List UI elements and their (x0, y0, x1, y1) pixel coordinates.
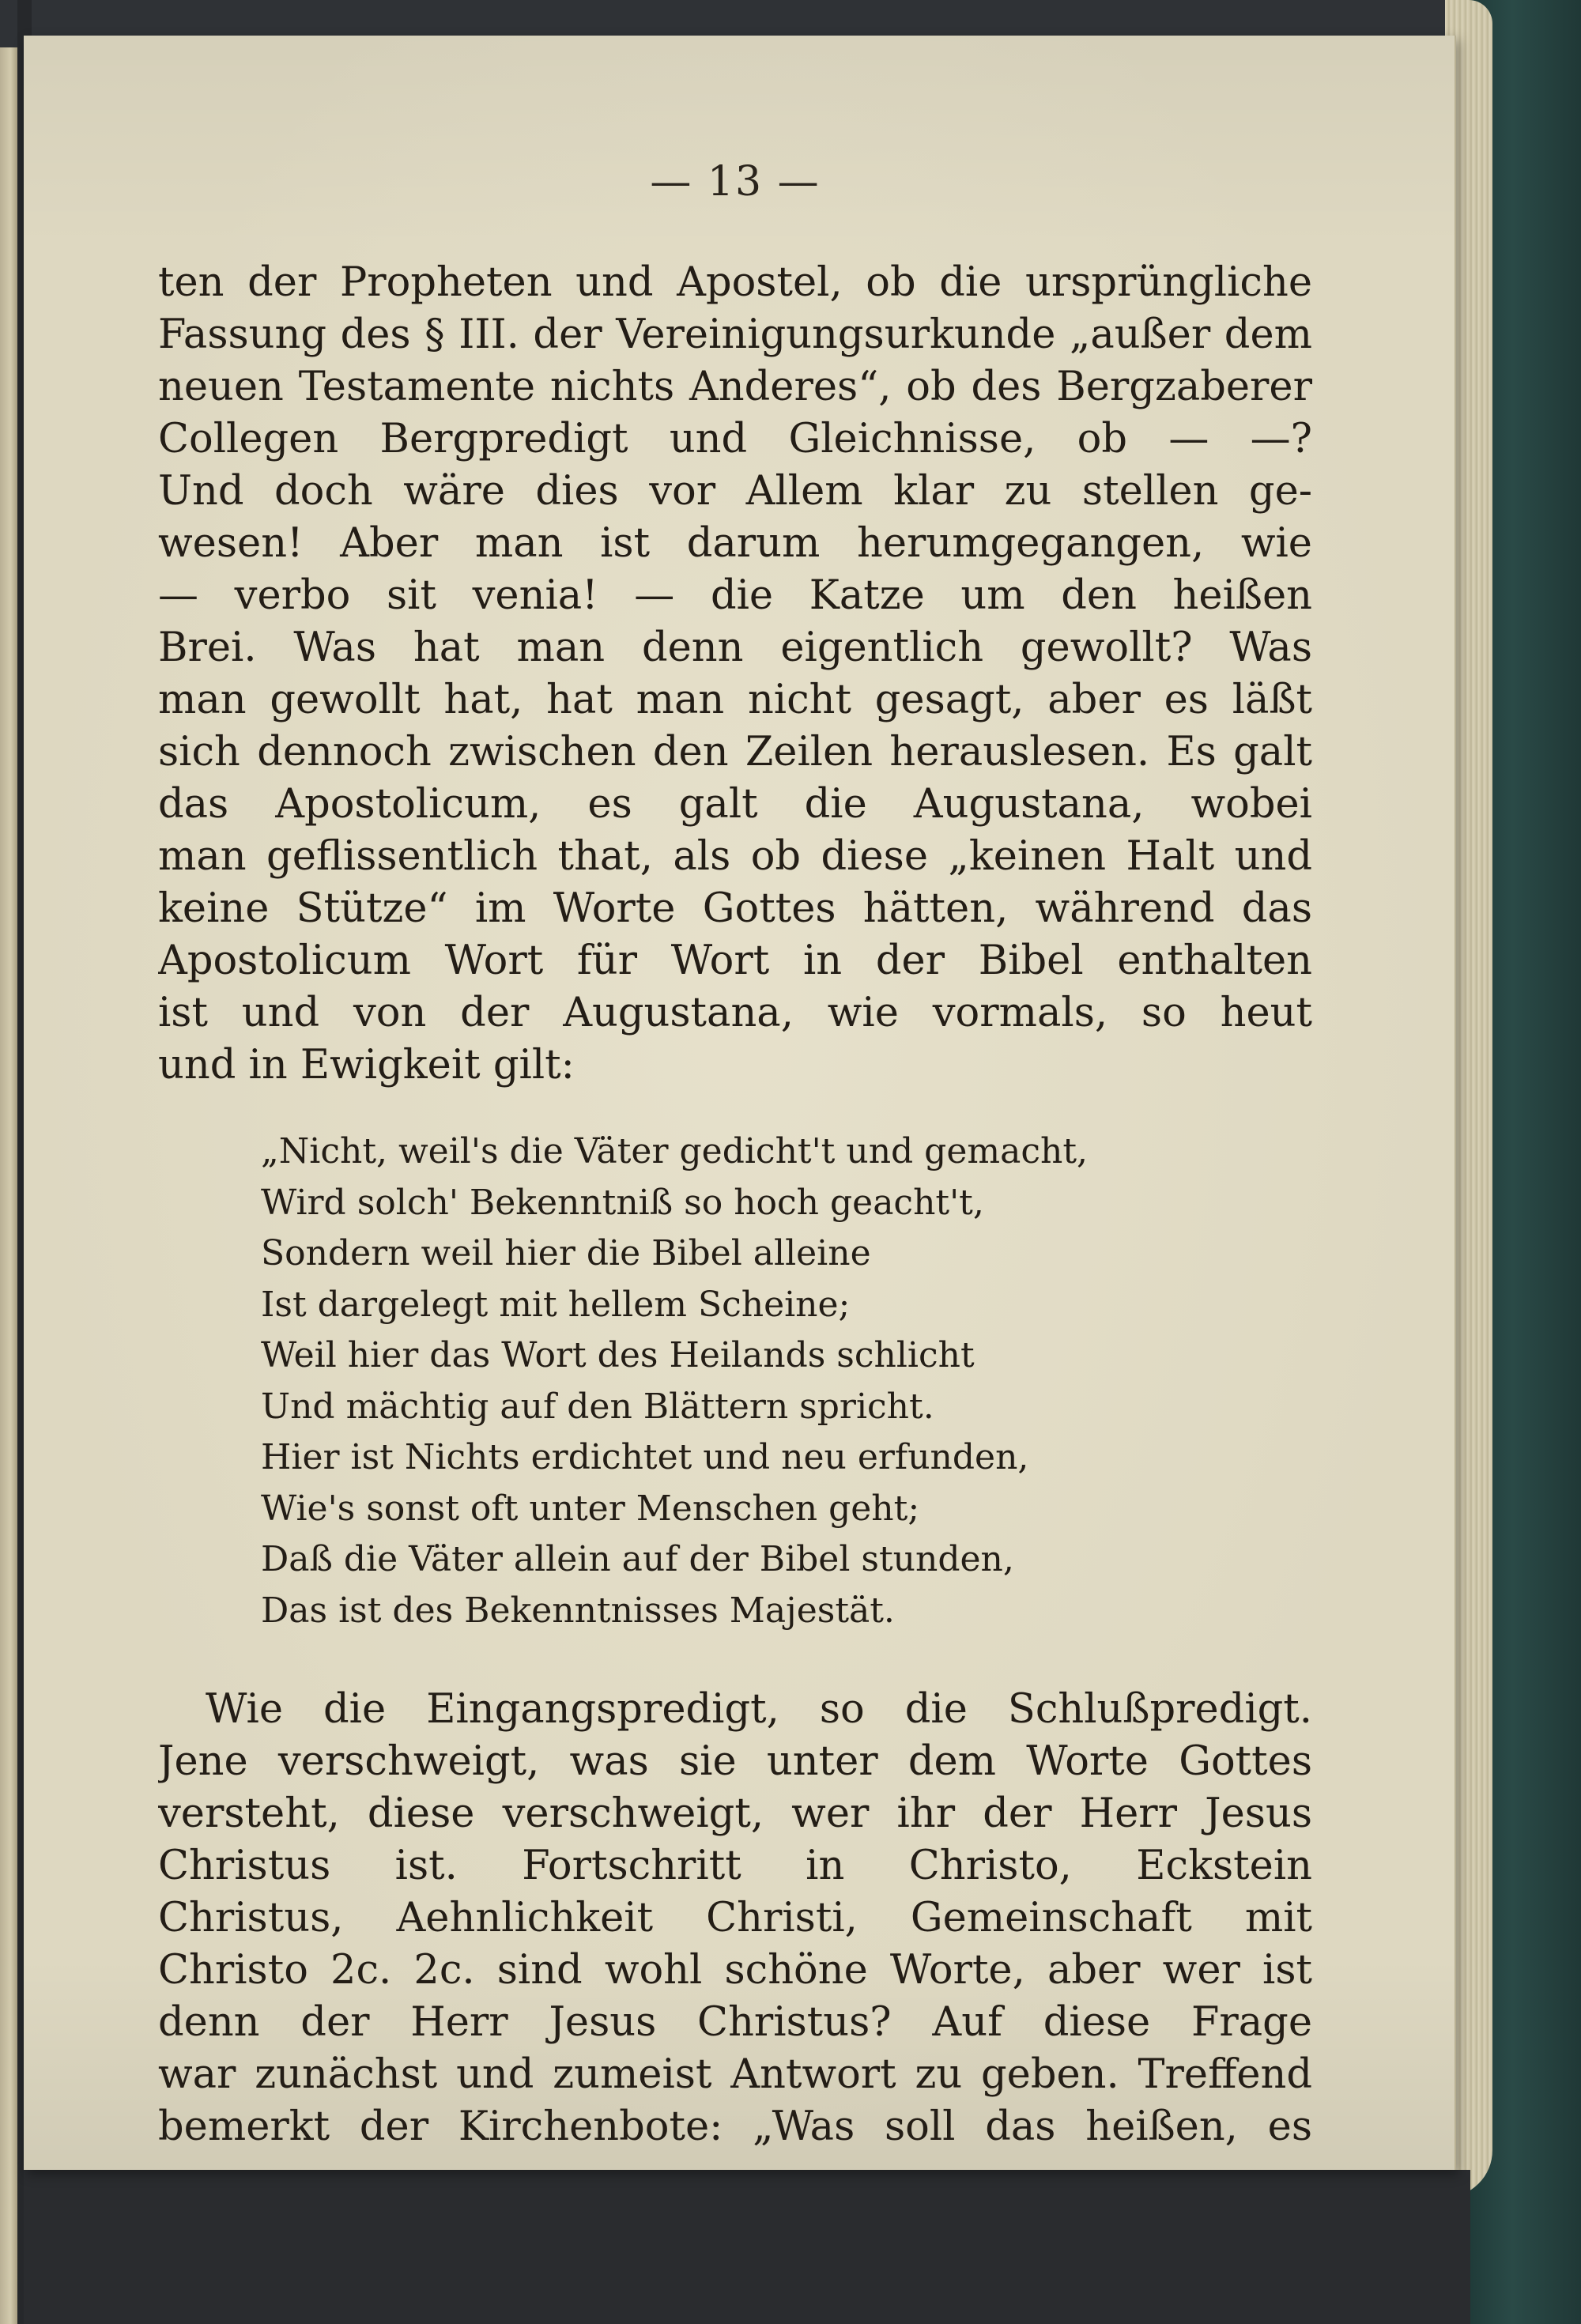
paragraph1-line: Und doch wäre dies vor Allem klar zu stellen ge- (158, 468, 1312, 515)
verse-line: Wie's sonst oft unter Menschen geht; (261, 1488, 920, 1529)
verse-line: Ist dargelegt mit hellem Scheine; (261, 1284, 851, 1325)
paragraph2-line: versteht, diese verschweigt, wer ihr der Herr Jesus (158, 1790, 1312, 1837)
verse-quotation (261, 1126, 1304, 1636)
paragraph2-line: Christo 2c. 2c. sind wohl schöne Worte, aber wer ist (158, 1947, 1312, 1994)
bottom-background (24, 2170, 1470, 2324)
book-page (24, 36, 1456, 2170)
paragraph2-line: Christus, Aehnlichkeit Christi, Gemeinschaft mit (158, 1895, 1312, 1941)
paragraph1-line: keine Stütze“ im Worte Gottes hätten, während das (158, 885, 1312, 932)
paragraph1-line: ist und von der Augustana, wie vormals, so heut (158, 990, 1312, 1036)
paragraph1-line: man gewollt hat, hat man nicht gesagt, aber es läßt (158, 677, 1312, 723)
paragraph1-line: ten der Propheten und Apostel, ob die ursprüngliche (158, 259, 1312, 306)
paragraph-1 (158, 257, 1312, 1092)
paragraph2-line: war zunächst und zumeist Antwort zu geben. Treffend (158, 2051, 1312, 2098)
left-page-edge (0, 47, 17, 2324)
paragraph2-line: denn der Herr Jesus Christus? Auf diese Frage (158, 1999, 1312, 2046)
verse-line: Sondern weil hier die Bibel alleine (261, 1233, 871, 1273)
paragraph1-line: Apostolicum Wort für Wort in der Bibel enthalten (158, 938, 1312, 984)
verse-line: Wird solch' Bekenntniß so hoch geacht't, (261, 1182, 984, 1223)
verse-line: Und mächtig auf den Blättern spricht. (261, 1386, 934, 1427)
paragraph1-line: neuen Testamente nichts Anderes“, ob des Bergzaberer (158, 364, 1312, 410)
paragraph2-line: Wie die Eingangspredigt, so die Schlußpredigt. (206, 1686, 1312, 1733)
paragraph1-line: Brei. Was hat man denn eigentlich gewollt? Was (158, 624, 1312, 671)
verse-line: „Nicht, weil's die Väter gedicht't und gemacht, (261, 1131, 1088, 1171)
verse-line: Daß die Väter allein auf der Bibel stunden, (261, 1539, 1014, 1579)
paragraph1-line: man geflissentlich that, als ob diese „keinen Halt und (158, 833, 1312, 880)
page-number: — 13 — (650, 158, 821, 206)
paragraph2-line: Christus ist. Fortschritt in Christo, Eckstein (158, 1843, 1312, 1889)
paragraph2-line: Jene verschweigt, was sie unter dem Worte Gottes (158, 1738, 1312, 1785)
paragraph1-line: Fassung des § III. der Vereinigungsurkunde „außer dem (158, 311, 1312, 358)
paragraph2-line: bemerkt der Kirchenbote: „Was soll das heißen, es (158, 2103, 1312, 2150)
paragraph1-line: wesen! Aber man ist darum herumgegangen, wie (158, 520, 1312, 567)
verse-line: Das ist des Bekenntnisses Majestät. (261, 1590, 895, 1631)
paragraph1-line: das Apostolicum, es galt die Augustana, wobei (158, 781, 1312, 828)
paragraph1-line: Collegen Bergpredigt und Gleichnisse, ob — —? (158, 416, 1312, 462)
verse-line: Hier ist Nichts erdichtet und neu erfunden, (261, 1437, 1029, 1477)
verse-line: Weil hier das Wort des Heilands schlicht (261, 1335, 975, 1375)
paragraph1-line: sich dennoch zwischen den Zeilen herauslesen. Es galt (158, 729, 1312, 775)
paragraph-2 (158, 1684, 1312, 2153)
paragraph1-line: — verbo sit venia! — die Katze um den heißen (158, 572, 1312, 619)
paragraph1-line: und in Ewigkeit gilt: (158, 1042, 575, 1088)
